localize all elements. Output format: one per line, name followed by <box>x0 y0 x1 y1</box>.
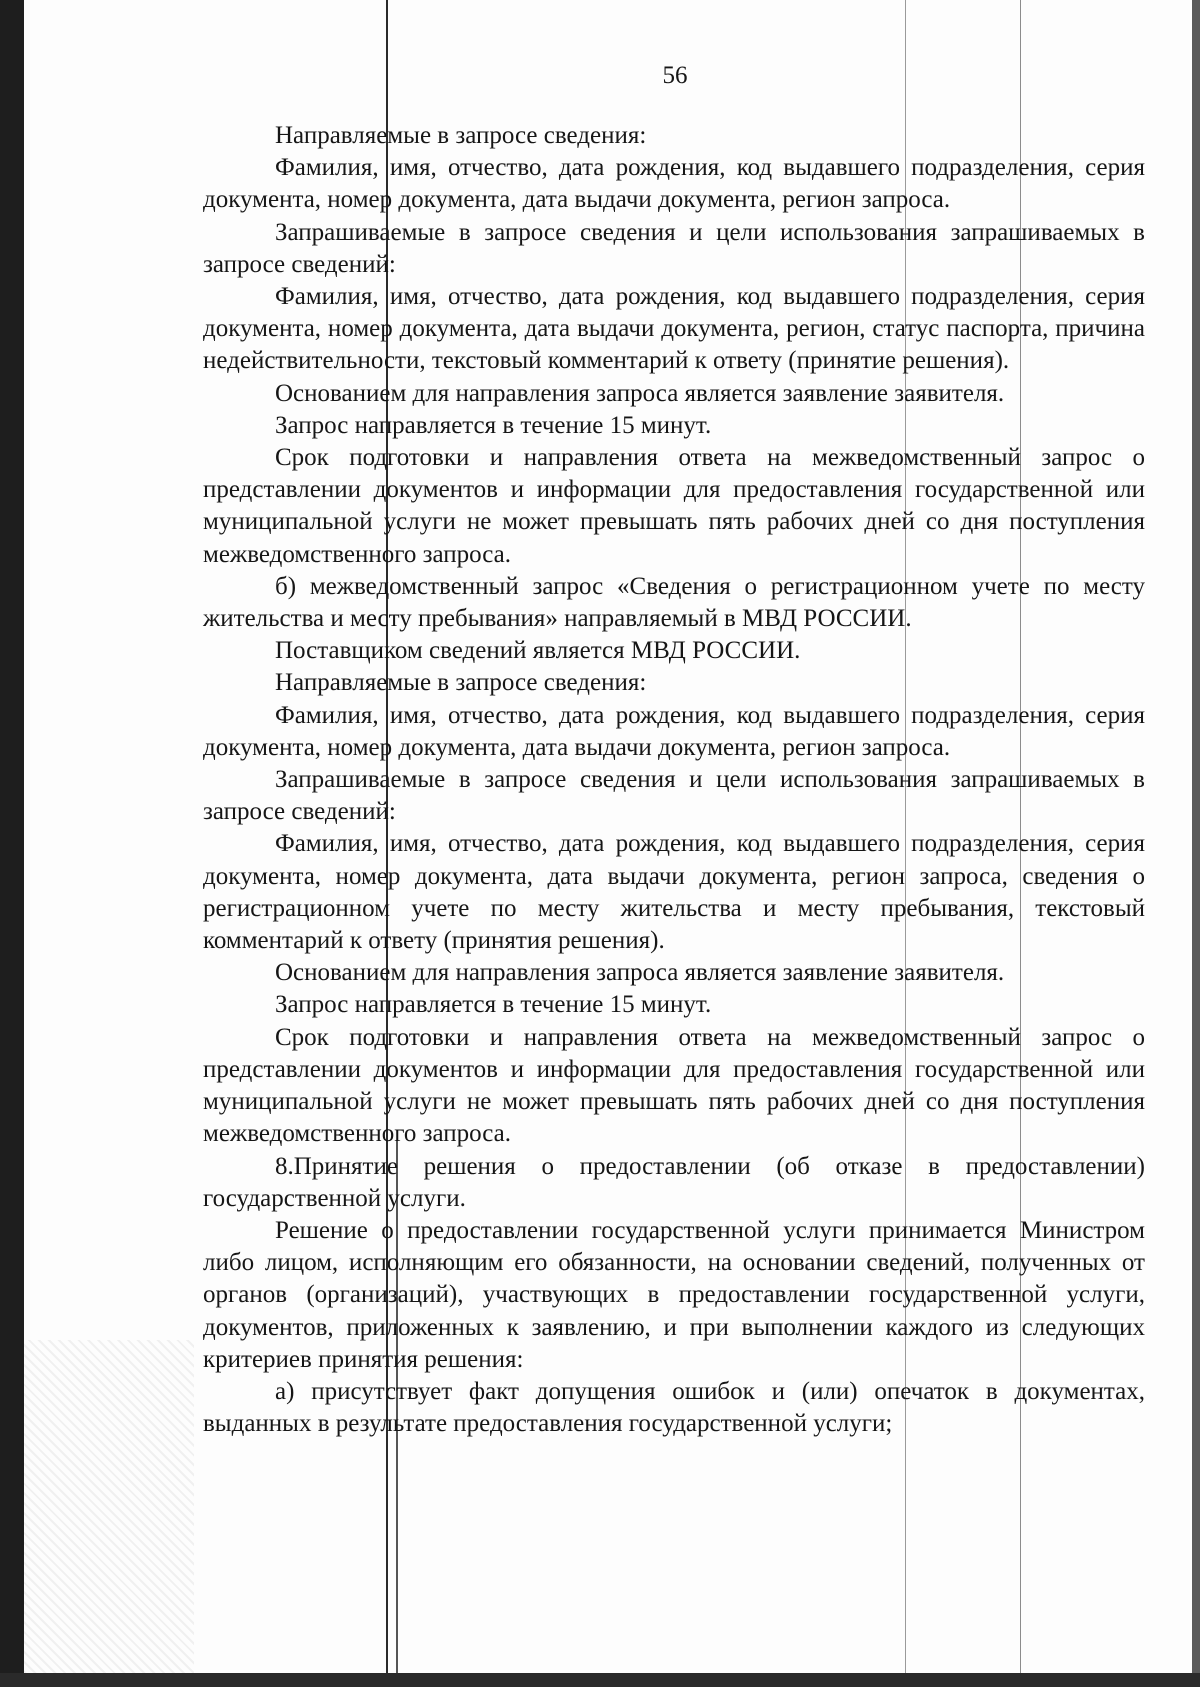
paragraph: 8.Принятие решения о предоставлении (об отказе в предоставлении) государственной услуги. <box>203 1152 1145 1212</box>
paragraph: Направляемые в запросе сведения: <box>275 122 647 149</box>
paragraph: Срок подготовки и направления ответа на межведомственный запрос о представлении документов и информации для предоставления государственной или муниципальной услуги не может превышать пять рабочих дней со дня поступления межведомственного запроса. <box>203 1023 1145 1148</box>
scan-edge-left <box>0 0 24 1687</box>
paragraph: Фамилия, имя, отчество, дата рождения, код выдавшего подразделения, серия документа, номер документа, дата выдачи документа, регион, статус паспорта, причина недействительности, текстовый комментарий к ответу (принятие решения). <box>203 283 1145 375</box>
scan-edge-bottom <box>0 1673 1200 1687</box>
paragraph: Запрашиваемые в запросе сведения и цели использования запрашиваемых в запросе сведений: <box>203 766 1145 826</box>
paragraph: Фамилия, имя, отчество, дата рождения, код выдавшего подразделения, серия документа, номер документа, дата выдачи документа, регион запроса, сведения о регистрационном учете по месту жительства и месту пребывания, текстовый комментарий к ответу (принятия решения). <box>203 830 1145 955</box>
paragraph: Запрос направляется в течение 15 минут. <box>275 991 712 1019</box>
paragraph: Фамилия, имя, отчество, дата рождения, код выдавшего подразделения, серия документа, номер документа, дата выдачи документа, регион запроса. <box>203 701 1145 761</box>
paragraph: Основанием для направления запроса является заявление заявителя. <box>275 959 1005 987</box>
scan-edge-right <box>1192 0 1200 1687</box>
paragraph: Направляемые в запросе сведения: <box>275 669 647 697</box>
paragraph: Поставщиком сведений является МВД РОССИИ. <box>275 637 801 665</box>
paragraph: б) межведомственный запрос «Сведения о регистрационном учете по месту жительства и месту пребывания» направляемый в МВД РОССИИ. <box>203 572 1145 633</box>
scan-noise <box>24 1340 194 1673</box>
page-number: 56 <box>662 62 688 89</box>
paragraph: Фамилия, имя, отчество, дата рождения, код выдавшего подразделения, серия документа, номер документа, дата выдачи документа, регион запроса. <box>203 154 1145 214</box>
paragraph: а) присутствует факт допущения ошибок и (или) опечаток в документах, выданных в результате предоставления государственной услуги; <box>203 1377 1145 1438</box>
paragraph: Решение о предоставлении государственной услуги принимается Министром либо лицом, исполняющим его обязанности, на основании сведений, полученных от органов (организаций), участвующих в предоставлении государственной услуги, документов, приложенных к заявлению, и при выполнении каждого из следующих критериев принятия решения: <box>203 1216 1145 1373</box>
paragraph: Срок подготовки и направления ответа на межведомственный запрос о представлении документов и информации для предоставления государственной или муниципальной услуги не может превышать пять рабочих дней со дня поступления межведомственного запроса. <box>203 444 1145 568</box>
paragraph: Основанием для направления запроса является заявление заявителя. <box>275 379 1005 407</box>
paragraph: Запрашиваемые в запросе сведения и цели использования запрашиваемых в запросе сведений: <box>203 218 1145 278</box>
paragraph: Запрос направляется в течение 15 минут. <box>275 411 712 439</box>
document-body <box>203 120 1145 1440</box>
